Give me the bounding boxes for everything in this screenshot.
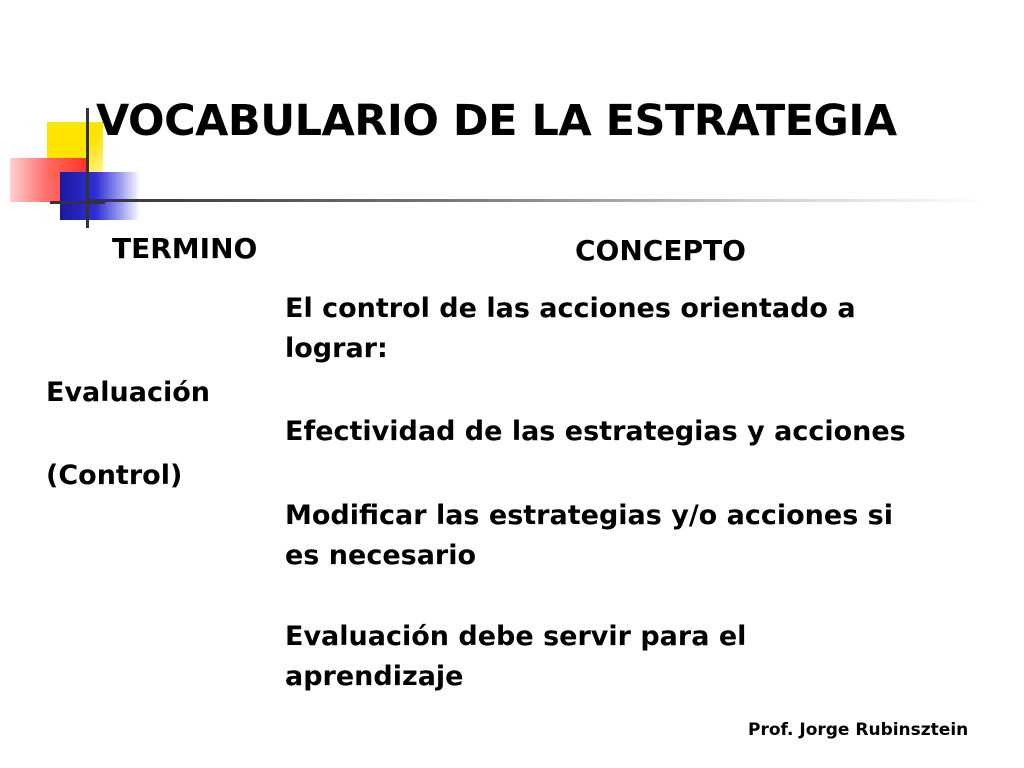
- slide-title: VOCABULARIO DE LA ESTRATEGIA: [96, 96, 897, 146]
- logo-blue-square: [60, 172, 140, 220]
- concept-line: es necesario: [285, 540, 477, 571]
- concept-block: [285, 496, 893, 576]
- concept-block: [285, 412, 906, 452]
- term-line: Evaluación: [46, 377, 210, 408]
- concept-column-header: CONCEPTO: [575, 234, 746, 267]
- concept-line: El control de las acciones orientado a: [285, 293, 856, 324]
- concept-line: Evaluación debe servir para el: [285, 621, 747, 652]
- concept-line: Modificar las estrategias y/o acciones si: [285, 500, 893, 531]
- concept-line: lograr:: [285, 333, 388, 364]
- title-underline: [88, 199, 988, 202]
- concept-line: aprendizaje: [285, 661, 464, 692]
- author-footer: Prof. Jorge Rubinsztein: [748, 720, 969, 740]
- concept-block: [285, 617, 746, 697]
- concept-line: Efectividad de las estrategias y acciones: [285, 416, 906, 447]
- term-column-header: TERMINO: [112, 232, 258, 265]
- concept-block: [285, 289, 856, 369]
- logo-vertical-line: [86, 108, 89, 228]
- term-line: (Control): [46, 460, 183, 491]
